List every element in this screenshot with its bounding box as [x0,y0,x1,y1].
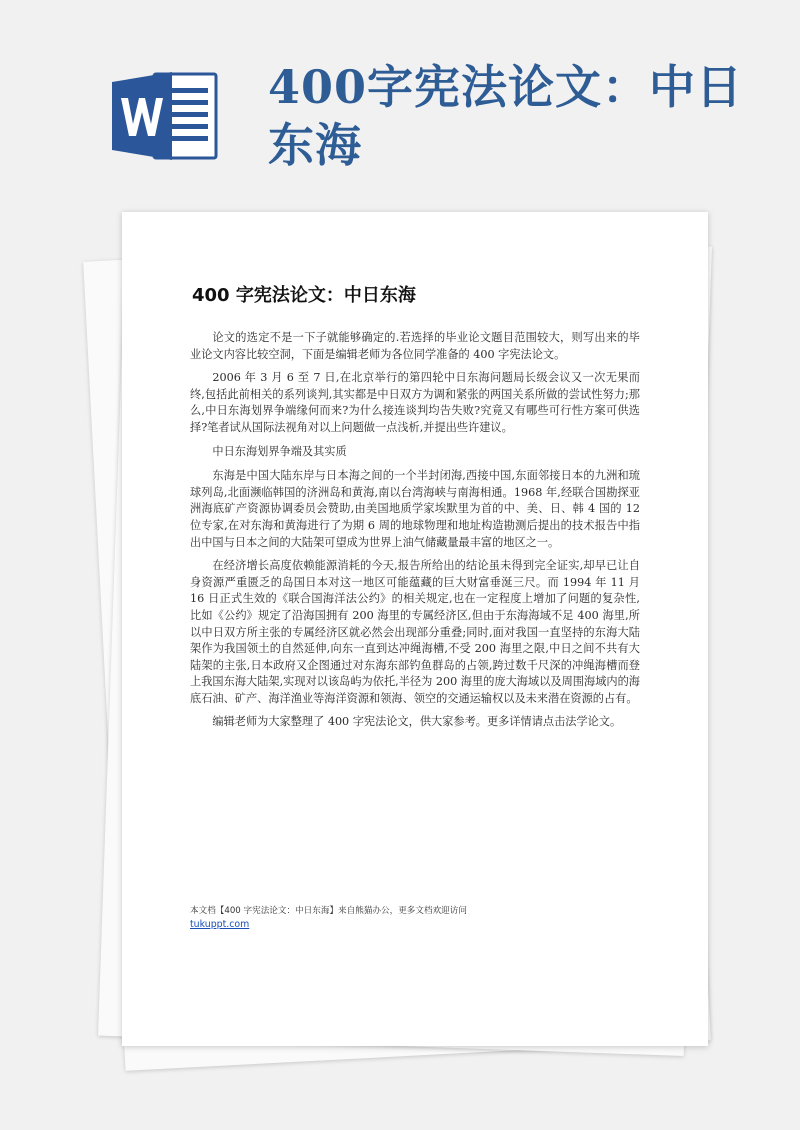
document-title: 400 字宪法论文：中日东海 [192,285,416,306]
footer-note-text: 本文档【400 字宪法论文：中日东海】来自熊猫办公，更多文档欢迎访问 [190,906,467,916]
document-page [122,212,708,1046]
page-header [0,0,800,200]
paragraph-intro: 论文的选定不是一下子就能够确定的.若选择的毕业论文题目范围较大，则写出来的毕业论文内容比较空洞，下面是编辑老师为各位同学准备的 400 字宪法论文。 [190,331,640,361]
paragraph-closing: 编辑老师为大家整理了 400 字宪法论文，供大家参考。更多详情请点击法学论文。 [212,715,622,729]
document-heading: 400字宪法论文：中日东海 [268,60,744,172]
footer-link[interactable]: tukuppt.com [190,919,250,930]
paragraph-analysis: 在经济增长高度依赖能源消耗的今天,报告所给出的结论虽未得到完全证实,却早已让自身资源严重匮乏的岛国日本对这一地区可能蕴藏的巨大财富垂涎三尺。而 1994 年 11 月 16 日正式生效的《联合国海洋法公约》的相关规定,也在一定程度上增加了问题的复杂性,比如《公约》规定了沿海国拥有 200 海里的专属经济区,但由于东海海域不足 400 海里,所以中日双方所主张的专属经济区就必然会出现部分重叠;同时,面对我国一直坚持的东海大陆架作为我国领土的自然延伸,向东一直到达冲绳海槽,不受 200 海里之限,中日之间不共有大陆架的主张,日本政府又企图通过对东海东部钓鱼群岛的占领,跨过数千尺深的冲绳海槽而登上我国东海大陆架,实现对以该岛屿为依托,半径为 200 海里的庞大海域以及周围海域内的海底石油、矿产、海洋渔业等海洋资源和领海、领空的交通运输权以及未来潜在资源的占有。 [190,559,640,705]
paragraph-background: 2006 年 3 月 6 至 7 日,在北京举行的第四轮中日东海问题局长级会议又一次无果而终,包括此前相关的系列谈判,其实都是中日双方为调和紧张的两国关系所做的尝试性努力;那么,中日东海划界争端缘何而来?为什么接连谈判均告失败?究竟又有哪些可行性方案可供选择?笔者试从国际法视角对以上问题做一点浅析,并提出些许建议。 [190,371,640,434]
paragraph-east-china-sea: 东海是中国大陆东岸与日本海之间的一个半封闭海,西接中国,东面邻接日本的九洲和琉球列岛,北面濒临韩国的济洲岛和黄海,南以台湾海峡与南海相通。1968 年,经联合国勘探亚洲海底矿产资源协调委员会赞助,由美国地质学家埃默里为首的中、美、日、韩 4 国的 12 位专家,在对东海和黄海进行了为期 6 周的地球物理和地址构造勘测后提出的技术报告中指出中国与日本之间的大陆架可望成为世界上油气储藏量最丰富的地区之一。 [190,469,640,549]
section-heading: 中日东海划界争端及其实质 [212,444,347,458]
source-footer [190,905,650,932]
document-body [190,330,640,738]
word-document-icon [112,68,220,164]
